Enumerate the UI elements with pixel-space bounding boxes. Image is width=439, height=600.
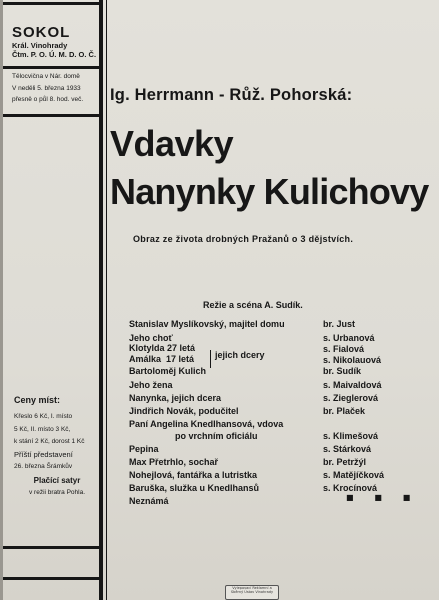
cast-role: Klotylda 27 letá [129,343,196,353]
cast-actor: br. Petržýl [323,457,367,467]
next-performance-label: Příští představení [14,449,73,459]
cast-role: Max Přetrhlo, sochař [129,457,219,467]
cast-role: Pepina [129,444,159,454]
time-text: přesně o půl 8. hod. več. [12,96,84,103]
cast-role: po vrchním oficiálu [175,431,258,441]
direction-credit: Režie a scéna A. Sudík. [203,300,303,310]
cast-role: Neznámá [129,496,169,506]
cast-role: Paní Angelina Knedlhansová, vdova [129,419,284,429]
cast-role: Jeho žena [129,380,173,390]
unassigned-role-marks: ■ ■ ■ [346,493,420,502]
cast-actor: s. Matějíčková [323,470,385,480]
organization-title: SOKOL [12,24,71,41]
play-title-line-1: Vdavky [110,123,234,164]
bill-posting-stamp: Vylepovací Reklamní a Sběrný Ústav Vinohrady [225,585,279,600]
cast-actor: s. Klimešová [323,431,379,441]
brace-line [210,350,211,368]
cast-role: Bartoloměj Kulich [129,366,207,376]
cast-actor: br. Just [323,319,356,329]
next-performance-director: v režii bratra Pohla. [29,488,85,496]
prices-title: Ceny míst: [14,395,61,405]
cast-role: Jeho choť [129,333,173,343]
date-text: V neděli 5. března 1933 [12,84,81,92]
cast-actor: s. Krocínová [323,483,378,493]
cast-actor: s. Stárková [323,444,372,454]
price-line: 5 Kč, II. místo 3 Kč, [14,425,71,433]
cast-role: Baruška, služka u Knedlhansů [129,483,260,493]
cast-actor: s. Fialová [323,344,365,354]
cast-actor: s. Nikolauová [323,355,382,365]
cast-actor: s. Maivaldová [323,380,382,390]
cast-role-group: jejich dcery [215,350,265,360]
authors-heading: Ig. Herrmann - Růž. Pohorská: [110,86,353,104]
next-performance-play: Plačící satyr [33,475,81,485]
play-title-line-2: Nanynky Kulichovy [110,171,429,212]
cast-role: Stanislav Myslíkovský, majitel domu [129,319,285,329]
price-line: k stání 2 Kč, dorost 1 Kč [14,438,85,446]
cast-role: Amálka 17 letá [129,354,195,364]
play-subtitle: Obraz ze života drobných Pražanů o 3 dějstvích. [133,234,354,244]
cast-actor: s. Zieglerová [323,393,379,403]
organization-line-1: Král. Vinohrady [12,41,68,50]
venue-text: Tělocvična v Nár. domě [12,73,80,80]
cast-role: Jindřich Novák, podučitel [129,406,239,416]
organization-line-2: Čtm. P. O. Ú. M. D. O. Č. [12,50,97,59]
cast-actor: br. Plaček [323,406,366,416]
price-line: Křeslo 6 Kč, I. místo [14,413,73,420]
cast-role: Nohejlová, fantářka a lutristka [129,470,258,480]
cast-role: Nanynka, jejich dcera [129,393,222,403]
next-performance-date: 26. března Šrámkův [14,463,73,471]
cast-actor: s. Urbanová [323,333,375,343]
cast-actor: br. Sudík [323,366,362,376]
